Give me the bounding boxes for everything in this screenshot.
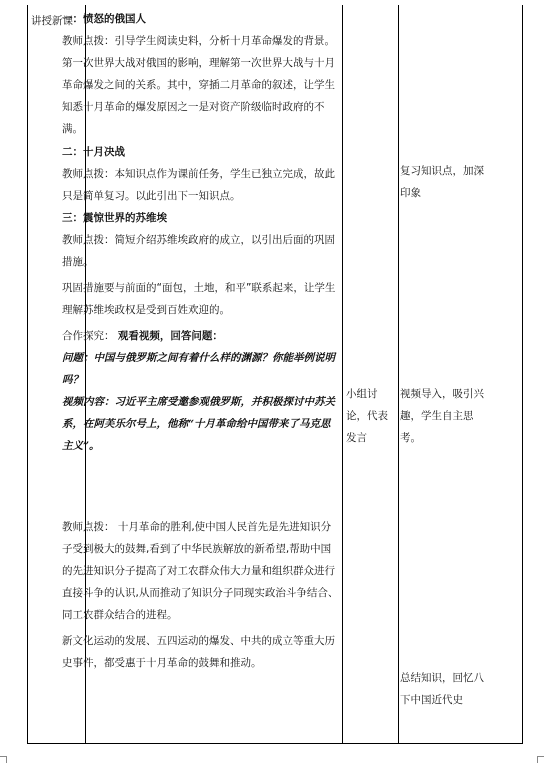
section-1 — [62, 8, 340, 140]
section-title: 二：十月决战 — [62, 146, 125, 158]
section-title: 三：震惊世界的苏维埃 — [62, 212, 167, 224]
row-label: 讲授新课 — [31, 15, 73, 27]
column-divider — [342, 5, 343, 743]
design-intent-2: 视频导入，吸引兴趣，学生自主思考。 — [400, 388, 484, 444]
coop-label: 合作探究： — [62, 330, 115, 342]
corner-mark — [0, 756, 7, 763]
paragraph: 教师点拨：本知识点作为课前任务，学生已独立完成，故此只是简单复习。以此引出下一知识点。 — [62, 168, 335, 202]
paragraph: 教师点拨： 十月革命的胜利,使中国人民首先是先进知识分子受到极大的鼓舞,看到了中华民族解放的新希望,帮助中国的先进知识分子提高了对工农群众伟大力量和组织群众进行直接斗争的认识,从而推动了知识分子同现实政治斗争结合、同工农群众结合的进程。 — [62, 521, 339, 621]
coop-title: 观看视频，回答问题： — [117, 330, 223, 342]
section-3 — [62, 207, 340, 457]
section-4 — [62, 516, 340, 674]
paragraph: 教师点拨：简短介绍苏维埃政府的成立，以引出后面的巩固措施。 — [62, 234, 335, 268]
paragraph: 教师点拨：引导学生阅读史料，分析十月革命爆发的背景。第一次世界大战对俄国的影响，理解第一次世界大战与十月革命爆发之间的关系。其中，穿插二月革命的叙述，让学生知悉十月革命的爆发原因之一是对资产阶级临时政府的不满。 — [62, 35, 335, 135]
paragraph: 新文化运动的发展、五四运动的爆发、中共的成立等重大历史事件，都受惠于十月革命的鼓舞和推动。 — [62, 635, 335, 669]
paragraph: 巩固措施要与前面的“面包，土地，和平”联系起来，让学生理解苏维埃政权是受到百姓欢迎的。 — [62, 282, 336, 316]
column-divider — [398, 5, 399, 743]
corner-mark — [537, 756, 544, 763]
coop-line — [62, 325, 340, 347]
question: 问题：中国与俄罗斯之间有着什么样的渊源？你能举例说明吗？ — [62, 352, 335, 386]
section-2 — [62, 141, 340, 207]
design-intent-3: 总结知识，回忆八下中国近代史 — [400, 672, 484, 706]
student-activity-1: 小组讨论，代表发言 — [346, 388, 388, 444]
design-intent-1: 复习知识点，加深印象 — [400, 165, 484, 199]
video-content: 视频内容：习近平主席受邀参观俄罗斯，并积极探讨中苏关系，在阿芙乐尔号上，他称“十月革命给中国带来了马克思主义”。 — [62, 396, 335, 452]
section-title: 一：愤怒的俄国人 — [62, 13, 146, 25]
